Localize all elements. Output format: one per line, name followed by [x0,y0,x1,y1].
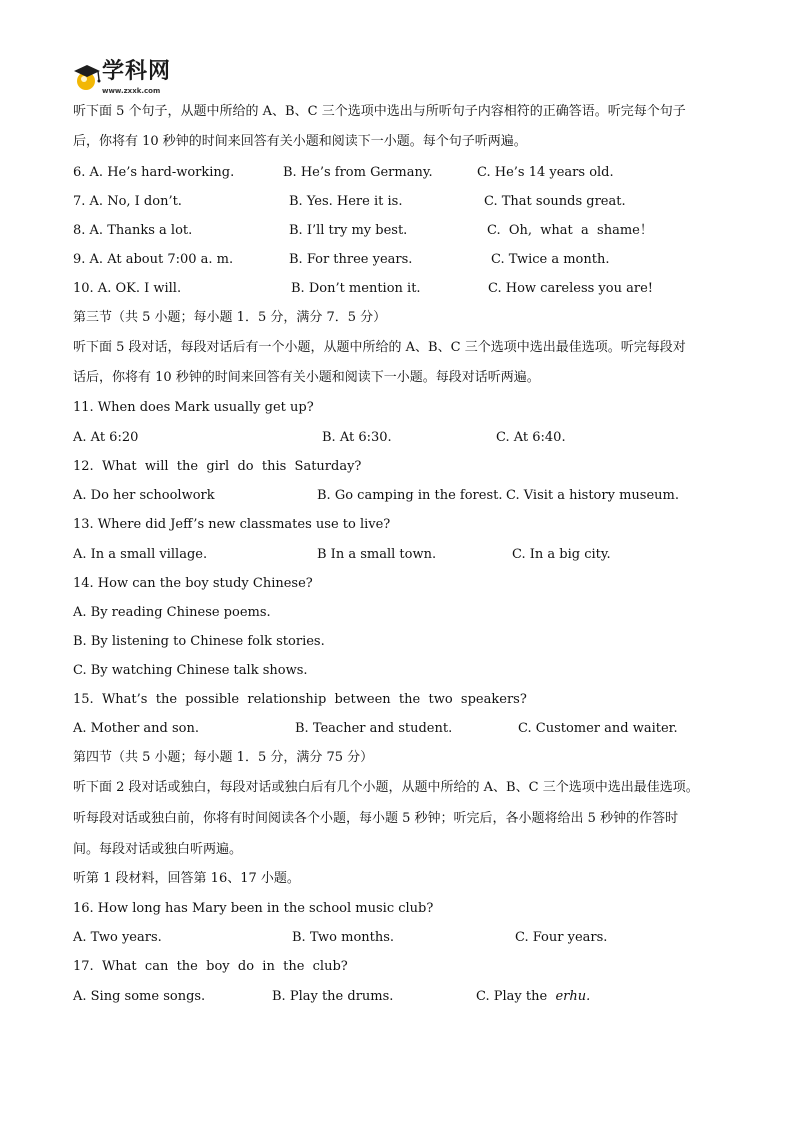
q11-option-c: C. At 6:40. [496,430,566,445]
q11-option-b: B. At 6:30. [322,430,392,445]
section3-intro-line-2: 话后，你将有 10 秒钟的时间来回答有关小题和阅读下一小题。每段对话听两遍。 [73,370,540,385]
q12-option-b: B. Go camping in the forest. [317,488,503,503]
q15-stem: 15. What’s the possible relationship between the two speakers? [73,692,527,707]
q15-option-b: B. Teacher and student. [295,721,453,736]
q7-option-c: C. That sounds great. [484,194,626,209]
section2-intro-line-1: 听下面 5 个句子，从题中所给的 A、B、C 三个选项中选出与所听句子内容相符的正确答语。听完每个句子 [73,104,686,119]
q11-stem: 11. When does Mark usually get up? [73,400,314,415]
q8-option-a: 8. A. Thanks a lot. [73,223,193,238]
section4-material-1: 听第 1 段材料，回答第 16、17 小题。 [73,871,300,886]
q9-option-a: 9. A. At about 7:00 a. m. [73,252,234,267]
q16-option-c: C. Four years. [515,930,608,945]
q8-option-b: B. I’ll try my best. [289,223,408,238]
section4-title: 第四节（共 5 小题；每小题 1．5 分，满分 75 分） [73,750,374,765]
q11-option-a: A. At 6:20 [73,430,139,445]
q16-stem: 16. How long has Mary been in the school music club? [73,901,434,916]
q8-option-c: C. Oh, what a shame！ [487,223,653,238]
mortarboard-logo-icon [72,62,102,92]
q7-option-a: 7. A. No, I don’t. [73,194,182,209]
logo-wordmark: 学科网 [102,59,172,84]
q14-option-b: B. By listening to Chinese folk stories. [73,634,325,649]
q17-option-c-prefix: C. Play the [476,989,556,1004]
q12-stem: 12. What will the girl do this Saturday? [73,459,362,474]
q17-option-c-italic: erhu. [555,989,591,1004]
q16-option-b: B. Two months. [292,930,395,945]
logo [72,60,192,100]
q6-option-b: B. He’s from Germany. [283,165,433,180]
q17-option-c [476,988,590,1006]
q16-option-a: A. Two years. [73,930,162,945]
q9-option-c: C. Twice a month. [491,252,610,267]
q14-option-a: A. By reading Chinese poems. [73,605,271,620]
q13-option-a: A. In a small village. [73,547,208,562]
q15-option-c: C. Customer and waiter. [518,721,678,736]
section4-intro-line-2: 听每段对话或独白前，你将有时间阅读各个小题，每小题 5 秒钟；听完后，各小题将给出 5 秒钟的作答时 [73,811,679,826]
section3-intro-line-1: 听下面 5 段对话，每段对话后有一个小题，从题中所给的 A、B、C 三个选项中选出最佳选项。听完每段对 [73,340,686,355]
q12-option-c: C. Visit a history museum. [506,488,679,503]
q14-option-c: C. By watching Chinese talk shows. [73,663,308,678]
q12-option-a: A. Do her schoolwork [73,488,215,503]
section2-intro-line-2: 后，你将有 10 秒钟的时间来回答有关小题和阅读下一小题。每个句子听两遍。 [73,134,527,149]
q13-option-c: C. In a big city. [512,547,611,562]
logo-url: www.zxxk.com [102,87,161,95]
section4-intro-line-3: 间。每段对话或独白听两遍。 [73,842,243,857]
section3-title: 第三节（共 5 小题；每小题 1．5 分，满分 7．5 分） [73,310,387,325]
q6-option-a: 6. A. He’s hard-working. [73,165,235,180]
q15-option-a: A. Mother and son. [73,721,200,736]
q10-option-a: 10. A. OK. I will. [73,281,182,296]
q17-option-b: B. Play the drums. [272,989,394,1004]
q13-option-b: B In a small town. [317,547,437,562]
q6-option-c: C. He’s 14 years old. [477,165,614,180]
q10-option-b: B. Don’t mention it. [291,281,421,296]
q17-option-a: A. Sing some songs. [73,989,206,1004]
q14-stem: 14. How can the boy study Chinese? [73,576,313,591]
q9-option-b: B. For three years. [289,252,413,267]
q10-option-c: C. How careless you are! [488,281,653,296]
q17-stem: 17. What can the boy do in the club? [73,959,348,974]
section4-intro-line-1: 听下面 2 段对话或独白，每段对话或独白后有几个小题，从题中所给的 A、B、C 三个选项中选出最佳选项。 [73,780,699,795]
q7-option-b: B. Yes. Here it is. [289,194,403,209]
q13-stem: 13. Where did Jeff’s new classmates use to live? [73,517,391,532]
